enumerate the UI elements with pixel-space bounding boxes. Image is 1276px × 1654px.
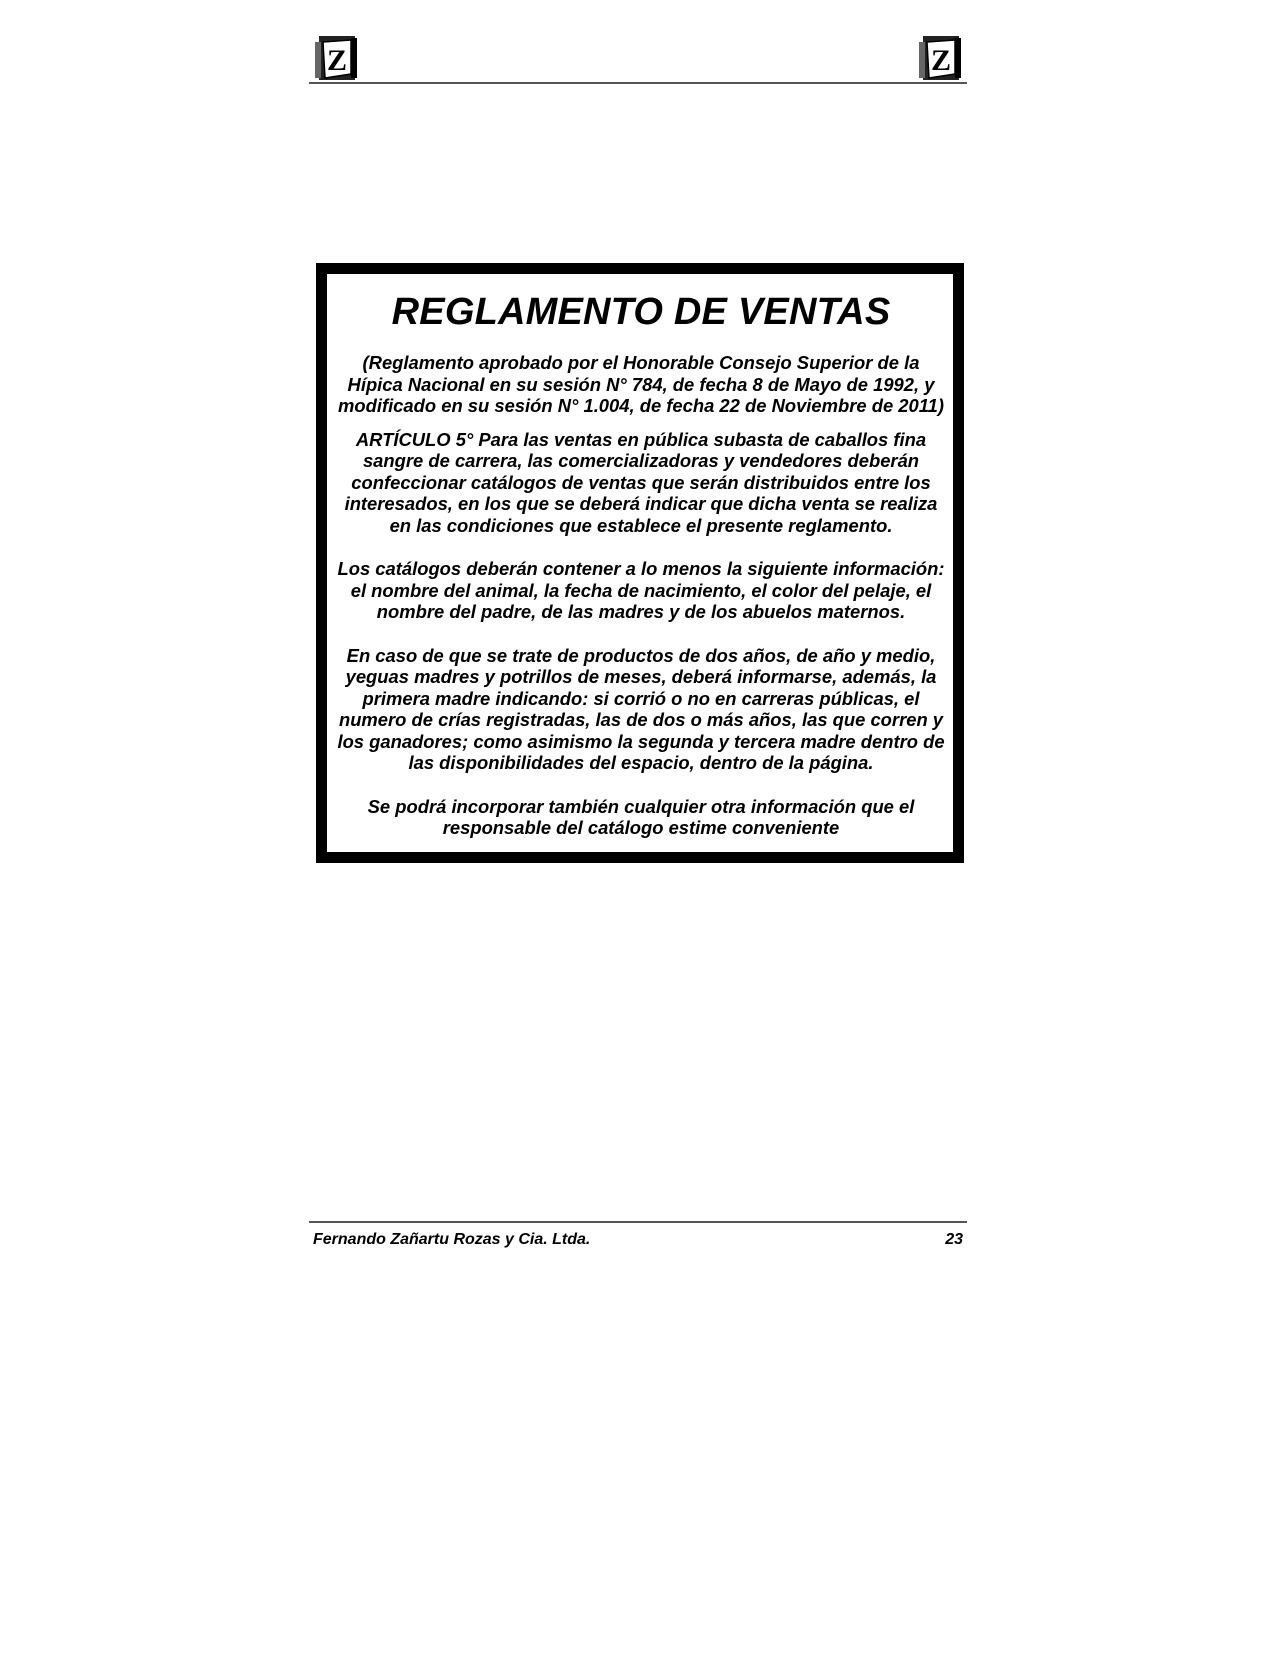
document-title: REGLAMENTO DE VENTAS: [391, 291, 891, 333]
paragraph-catalog-info: Los catálogos deberán contener a lo menos la siguiente información: el nombre del animal, la fecha de nacimiento, el color del pelaje, el nombre del padre, de las madres y de los abuelos maternos.: [337, 558, 945, 622]
page-footer: [309, 1221, 967, 1251]
footer-company: Fernando Zañartu Rozas y Cia. Ltda.: [313, 1231, 591, 1248]
logo-letter: Z: [930, 44, 952, 77]
article-label: ARTÍCULO 5°: [355, 428, 474, 450]
paragraph-additional-info: Se podrá incorporar también cualquier otra información que el responsable del catálogo estime conveniente: [367, 795, 915, 838]
article-paragraph: [335, 429, 947, 537]
regulation-content: [335, 290, 947, 839]
page-number: 23: [945, 1231, 963, 1248]
paragraph-products: En caso de que se trate de productos de dos años, de año y medio, yeguas madres y potrillos de meses, deberá informarse, además, la primera madre indicando: si corrió o no en carreras públicas, el numero de crías registradas, las de dos o más años, las que corren y los ganadores; como asimismo la segunda y tercera madre dentro de las disponibilidades del espacio, dentro de la página.: [337, 644, 945, 773]
header-divider: [309, 82, 967, 84]
company-logo-icon: [917, 34, 965, 82]
company-logo-icon: [313, 34, 361, 82]
logo-letter: Z: [326, 44, 348, 77]
regulation-box: [316, 263, 964, 863]
page-header: [309, 30, 967, 86]
footer-divider: [309, 1221, 967, 1223]
document-subtitle: (Reglamento aprobado por el Honorable Consejo Superior de la Hípica Nacional en su sesión N° 784, de fecha 8 de Mayo de 1992, y modificado en su sesión N° 1.004, de fecha 22 de Noviembre de 2011): [338, 352, 944, 416]
article-text: Para las ventas en pública subasta de caballos fina sangre de carrera, las comercializadoras y vendedores deberán confeccionar catálogos de ventas que serán distribuidos entre los interesados, en los que se deberá indicar que dicha venta se realiza en las condiciones que establece el presente reglamento.: [344, 428, 938, 536]
